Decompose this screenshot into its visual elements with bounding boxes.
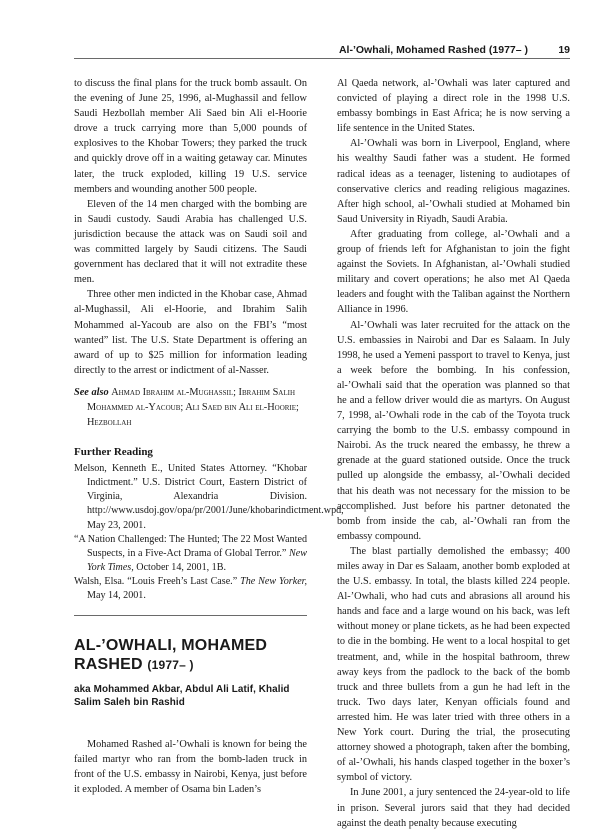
reference-text: Walsh, Elsa. “Louis Freeh’s Last Case.” bbox=[74, 575, 241, 587]
paragraph: After graduating from college, al-’Owhali and a group of friends left for Afghanistan to join the fight against the Soviets. In Afghanistan, al-’Owhali studied military and covert operations; he also met Al Qaeda leaders and fought with the Taliban against the Northern Alliance in 1996. bbox=[337, 228, 570, 316]
paragraph: Al-’Owhali was born in Liverpool, England, where his wealthy Saudi father was a student. He formed radical ideas as a teenager, listening to audiotapes of conservative clerics and reading religious magazines. After high school, al-’Owhali studied at Mohamed bin Saud University in Riyadh, Saudi Arabia. bbox=[337, 138, 570, 225]
entry-title bbox=[74, 636, 307, 675]
reference-publication: New York Times, bbox=[87, 547, 307, 573]
see-also-label: See also bbox=[74, 386, 109, 398]
reference-text: Melson, Kenneth E., United States Attorney. “Khobar Indictment.” U.S. District Court, Eastern District of Virginia, Alexandria Division. http://www.usdoj.gov/opa/pr/2001/June/khobarindictment.wpd, May 23, 2001. bbox=[74, 463, 344, 531]
right-column bbox=[337, 76, 570, 831]
page-number: 19 bbox=[558, 44, 570, 56]
aka-line: aka Mohammed Akbar, Abdul Ali Latif, Khalid Salim Saleh bin Rashid bbox=[74, 684, 290, 709]
spacer bbox=[74, 709, 307, 737]
reference-publication: The New Yorker, bbox=[240, 575, 308, 587]
paragraph: Al Qaeda network, al-’Owhali was later captured and convicted of playing a direct role in the 1998 U.S. embassy bombings in East Africa; he is now serving a life sentence in the United States. bbox=[337, 78, 570, 135]
paragraph: Eleven of the 14 men charged with the bombing are in Saudi custody. Saudi Arabia has challenged U.S. jurisdiction because the attack was on Saudi soil and was committed largely by Saudi citizens. The Saudi government has declared that it will not extradite these men. bbox=[74, 198, 307, 286]
paragraph: Three other men indicted in the Khobar case, Ahmad al-Mughassil, Ali el-Hoorie, and Ibrahim Salih Mohammed al-Yacoub are also on the FBI’s “most wanted” list. The U.S. State Department is offering an award of up to $25 million for information leading directly to the arrest or indictment of al-Nasser. bbox=[74, 289, 307, 376]
running-header bbox=[74, 42, 570, 59]
entry-years: (1977– ) bbox=[147, 658, 194, 673]
see-also-entries: Ahmad Ibrahim al-Mughassil; Ibrahim Salih Mohammed al-Yacoub; Ali Saed bin Ali el-Hoorie; Hezbollah bbox=[87, 386, 299, 429]
running-head-title: Al-’Owhali, Mohamed Rashed (1977– ) bbox=[338, 44, 528, 56]
paragraph: Mohamed Rashed al-’Owhali is known for being the failed martyr who ran from the bomb-laden truck in front of the U.S. embassy in Nairobi, Kenya, just before it exploded. A member of Osama bin Laden’s bbox=[74, 739, 307, 796]
reference-item bbox=[74, 533, 307, 575]
left-column bbox=[74, 76, 344, 797]
section-divider bbox=[74, 615, 307, 616]
paragraph: The blast partially demolished the embassy; 400 miles away in Dar es Salaam, another bomb exploded at the U.S. embassy. In total, the blasts killed 224 people. Al-’Owhali, who had cuts and abrasions all around his hands and face and a large wound on his back, was left without money or plane tickets, as he had been expected to die in the bombing. He went to a local hospital to get treatment, and, while in the hospital bathroom, threw away keys from the padlock to the back of the bomb truck and three bullets from a gun he had left in the truck. Two days later, Kenyan officials found and arrested him. He was later tried with three others in a New York court. During the trial, the prosecuting attorney showed a photograph, taken after the bombing, of al-’Owhali, his hands clasped together in the boxer’s symbol of victory. bbox=[337, 545, 570, 784]
entry-title-line2: RASHED bbox=[74, 656, 143, 674]
paragraph: In June 2001, a jury sentenced the 24-year-old to life in prison. Several jurors said that they had decided against the death penalty because executing bbox=[337, 787, 570, 829]
entry-title-line1: AL-’OWHALI, MOHAMED bbox=[74, 637, 268, 655]
paragraph: Al-’Owhali was later recruited for the attack on the U.S. embassies in Nairobi and Dar es Salaam. In July 1998, he used a Yemeni passport to travel to Kenya, just a week before the bombing. In his confession, al-’Owhali said that the operation was planned so that he and a fellow driver would die as martyrs. On August 7, 1998, al-’Owhali rode in the cab of the Toyota truck carrying the bomb to the U.S. embassy compound in Nairobi. As the truck neared the embassy, he threw a grenade at the guard stationed outside. Once the truck pulled up alongside the embassy, al-’Owhali decided that his death was not necessary for the mission to be accomplished. Just before his partner detonated the bomb from inside the cab, al-’Owhali ran from the embassy compound. bbox=[337, 319, 570, 542]
paragraph: to discuss the final plans for the truck bomb assault. On the evening of June 25, 1996, al-Mughassil and fellow Saudi Hezbollah member Ali Saed bin Ali el-Hoorie drove a truck carrying more than 5,000 pounds of explosives to the Khobar Towers; they parked the truck and quickly drove off in a waiting getaway car. Minutes later, the truck exploded, killing 19 U.S. service members and wounding another 500 people. bbox=[74, 78, 307, 195]
reference-text: October 14, 2001, 1B. bbox=[133, 561, 226, 573]
reference-text: “A Nation Challenged: The Hunted; The 22 Most Wanted Suspects, in a Five-Act Drama of Global Terror.” bbox=[74, 533, 307, 559]
reference-item bbox=[74, 462, 344, 532]
see-also bbox=[74, 385, 307, 430]
reference-text: May 14, 2001. bbox=[87, 590, 146, 601]
further-reading-heading: Further Reading bbox=[74, 446, 153, 459]
reference-item bbox=[74, 575, 307, 603]
